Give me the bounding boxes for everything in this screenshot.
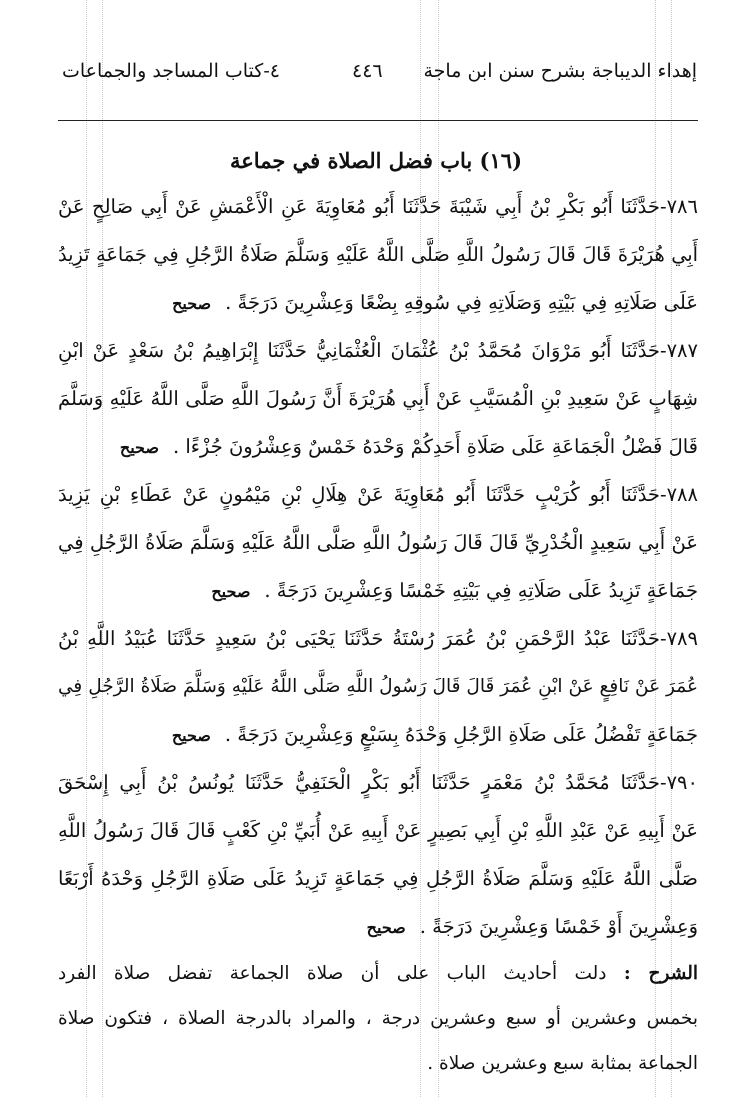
commentary-line: بخمس وعشرين أو سبع وعشرين درجة ، والمراد بالدرجة الصلاة ، فتكون صلاة — [58, 1008, 698, 1029]
grade-label: صحيح — [119, 438, 159, 457]
text-line — [58, 711, 698, 759]
text-line: عَنْ أَبِيهِ عَنْ عَبْدِ اللَّهِ بْنِ أَبِي بَصِيرٍ عَنْ أَبِيهِ عَنْ أُبَيِّ بْنِ كَعْبٍ قَالَ قَالَ رَسُولُ اللَّهِ — [58, 819, 698, 842]
hadith-789 — [58, 615, 698, 759]
text-line: ٧٨٩-حَدَّثَنَا عَبْدُ الرَّحْمَنِ بْنُ عُمَرَ رُسْتَةُ حَدَّثَنَا يَحْيَى بْنُ سَعِيدٍ حَدَّثَنَا عُبَيْدُ اللَّهِ بْنُ — [58, 627, 698, 650]
text-line: ٧٨٦-حَدَّثَنَا أَبُو بَكْرِ بْنُ أَبِي شَيْبَةَ حَدَّثَنَا أَبُو مُعَاوِيَةَ عَنِ الْأَعْمَشِ عَنْ أَبِي صَالِحٍ عَنْ — [58, 195, 698, 218]
text-line: عَنْ أَبِي سَعِيدٍ الْخُدْرِيِّ قَالَ قَالَ رَسُولُ اللَّهِ صَلَّى اللَّهُ عَلَيْهِ وَسَلَّمَ صَلَاةُ الرَّجُلِ فِي — [58, 531, 698, 554]
header-rule — [58, 120, 698, 121]
commentary-line — [58, 951, 698, 996]
chapter-title: ٤-كتاب المساجد والجماعات — [62, 60, 280, 82]
commentary — [58, 951, 698, 1086]
page-number: ٤٤٦ — [352, 60, 383, 82]
text-line: ٧٨٨-حَدَّثَنَا أَبُو كُرَيْبٍ حَدَّثَنَا أَبُو مُعَاوِيَةَ عَنْ هِلَالِ بْنِ مَيْمُونٍ عَنْ عَطَاءِ بْنِ يَزِيدَ — [58, 483, 698, 506]
grade-label: صحيح — [171, 726, 211, 745]
page-body — [58, 183, 698, 1086]
hadith-786 — [58, 183, 698, 327]
text-line: صَلَّى اللَّهُ عَلَيْهِ وَسَلَّمَ صَلَاةُ الرَّجُلِ فِي جَمَاعَةٍ تَزِيدُ عَلَى صَلَاةِ الرَّجُلِ وَحْدَهُ أَرْبَعًا — [58, 867, 698, 890]
line-text: جَمَاعَةٍ تَفْضُلُ عَلَى صَلَاةِ الرَّجُلِ وَحْدَهُ بِسَبْعٍ وَعِشْرِينَ دَرَجَةً . — [224, 723, 698, 746]
text-line: ٧٨٧-حَدَّثَنَا أَبُو مَرْوَانَ مُحَمَّدُ بْنُ عُثْمَانَ الْعُثْمَانِيُّ حَدَّثَنَا إِبْرَاهِيمُ بْنُ سَعْدٍ عَنْ ابْنِ — [58, 339, 698, 362]
text-line: أَبِي هُرَيْرَةَ قَالَ قَالَ رَسُولُ اللَّهِ صَلَّى اللَّهُ عَلَيْهِ وَسَلَّمَ صَلَاةُ الرَّجُلِ فِي جَمَاعَةٍ تَزِيدُ — [58, 243, 698, 266]
text-line: شِهَابٍ عَنْ سَعِيدِ بْنِ الْمُسَيَّبِ عَنْ أَبِي هُرَيْرَةَ أَنَّ رَسُولَ اللَّهِ صَلَّى اللَّهُ عَلَيْهِ وَسَلَّمَ — [58, 387, 698, 410]
text-line: عُمَرَ عَنْ نَافِعٍ عَنْ ابْنِ عُمَرَ قَالَ قَالَ رَسُولُ اللَّهِ صَلَّى اللَّهُ عَلَيْهِ وَسَلَّمَ صَلَاةُ الرَّجُلِ فِي — [58, 676, 698, 697]
commentary-text: دلت أحاديث الباب على أن صلاة الجماعة تفضل صلاة الفرد — [58, 963, 607, 984]
line-text: قَالَ فَضْلُ الْجَمَاعَةِ عَلَى صَلَاةِ أَحَدِكُمْ وَحْدَهُ خَمْسٌ وَعِشْرُونَ جُزْءًا . — [172, 435, 698, 458]
hadith-787 — [58, 327, 698, 471]
running-header — [62, 60, 697, 90]
book-title: إهداء الديباجة بشرح سنن ابن ماجة — [423, 60, 697, 82]
text-line — [58, 567, 698, 615]
text-line — [58, 279, 698, 327]
line-text: جَمَاعَةٍ تَزِيدُ عَلَى صَلَاتِهِ فِي بَيْتِهِ خَمْسًا وَعِشْرِينَ دَرَجَةً . — [264, 579, 698, 602]
grade-label: صحيح — [211, 582, 251, 601]
text-line — [58, 423, 698, 471]
hadith-788 — [58, 471, 698, 615]
commentary-label: الشرح : — [623, 963, 698, 984]
line-text: وَعِشْرِينَ أَوْ خَمْسًا وَعِشْرِينَ دَرَجَةً . — [419, 915, 698, 938]
text-line — [58, 903, 698, 951]
text-line: ٧٩٠-حَدَّثَنَا مُحَمَّدُ بْنُ مَعْمَرٍ حَدَّثَنَا أَبُو بَكْرٍ الْحَنَفِيُّ حَدَّثَنَا يُونُسُ بْنُ أَبِي إِسْحَقَ — [58, 771, 698, 794]
line-text: عَلَى صَلَاتِهِ فِي بَيْتِهِ وَصَلَاتِهِ فِي سُوقِهِ بِضْعًا وَعِشْرِينَ دَرَجَةً . — [225, 291, 698, 314]
grade-label: صحيح — [366, 918, 406, 937]
section-heading: (١٦) باب فضل الصلاة في جماعة — [230, 148, 522, 173]
grade-label: صحيح — [172, 294, 212, 313]
commentary-line: الجماعة بمثابة سبع وعشرين صلاة . — [427, 1053, 698, 1074]
hadith-790 — [58, 759, 698, 951]
